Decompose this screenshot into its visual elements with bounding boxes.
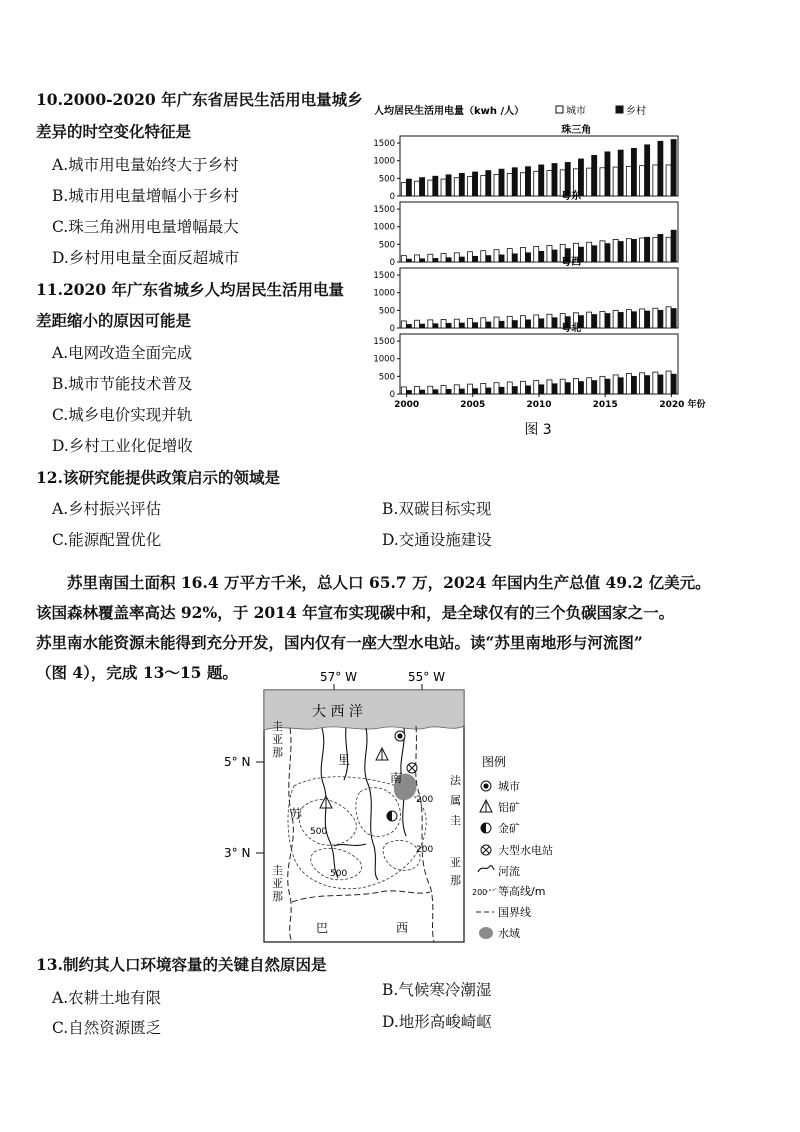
q10-stem-line2: 差异的时空变化特征是 (36, 122, 192, 141)
q12-option-c: C.能源配置优化 (52, 531, 162, 549)
bar-rural (433, 390, 438, 394)
bar-rural (446, 258, 451, 262)
bar-rural (671, 230, 676, 262)
bar-rural (433, 176, 438, 196)
bar-urban (626, 310, 631, 328)
bar-urban (587, 312, 592, 328)
bar-rural (631, 148, 636, 196)
bar-urban (428, 320, 433, 328)
bar-urban (494, 174, 499, 196)
q12-stem: 12.该研究能提供政策启示的领域是 (36, 468, 280, 487)
bar-rural (645, 311, 650, 328)
bar-urban (454, 319, 459, 328)
bar-urban (428, 254, 433, 262)
bar-rural (459, 389, 464, 394)
bar-urban (428, 386, 433, 394)
legend-gold: 金矿 (498, 822, 520, 835)
city-marker (395, 731, 405, 741)
bar-rural (552, 250, 557, 262)
bar-urban (520, 173, 525, 196)
bar-rural (605, 314, 610, 328)
passage-line-4: （图 4），完成 13～15 题。 (36, 663, 238, 682)
y-tick-label: 500 (378, 174, 395, 185)
y-tick-label: 0 (389, 192, 395, 202)
bar-urban (415, 320, 420, 328)
bar-urban (640, 373, 645, 394)
y-tick-label: 1500 (373, 337, 395, 348)
bar-rural (565, 383, 570, 394)
bar-urban (626, 239, 631, 262)
bar-rural (406, 259, 411, 262)
fguiana-char-1: 法 (450, 774, 461, 787)
bar-urban (507, 249, 512, 262)
bar-urban (587, 168, 592, 196)
bar-urban (640, 309, 645, 328)
bar-urban (626, 166, 631, 196)
bar-rural (539, 319, 544, 328)
bar-rural (658, 141, 663, 196)
atlantic-ocean (264, 690, 464, 730)
chart-ylabel: 人均居民生活用电量（kwh /人） (374, 106, 525, 117)
bar-urban (401, 183, 406, 196)
bar-urban (560, 379, 565, 394)
bar-urban (401, 387, 406, 394)
legend-title: 图例 (482, 755, 507, 769)
y-tick-label: 0 (389, 258, 395, 268)
bar-rural (605, 379, 610, 394)
bar-urban (666, 165, 671, 196)
guyana-char-2: 亚 (272, 733, 283, 746)
lon-label-55w: 55° W (408, 670, 445, 684)
bar-urban (415, 387, 420, 394)
x-axis-label: 2020 年份 (659, 400, 706, 410)
bar-urban (520, 248, 525, 262)
legend-water: 水域 (498, 927, 520, 940)
ocean-label: 大 西 洋 (312, 704, 363, 720)
q12-option-a: A.乡村振兴评估 (52, 500, 162, 518)
legend-hydropower: 大型水电站 (498, 844, 553, 857)
bar-urban (507, 316, 512, 328)
contour-label-4: 200 (416, 845, 434, 855)
contour-label-1: 500 (310, 827, 328, 837)
bar-rural (473, 256, 478, 262)
bar-urban (468, 384, 473, 394)
bar-urban (534, 246, 539, 262)
guyana-s-char-3: 那 (272, 890, 283, 903)
bar-rural (592, 315, 597, 328)
bar-urban (534, 315, 539, 328)
bar-rural (420, 178, 425, 196)
fguiana-char-2: 属 (450, 794, 461, 807)
bar-urban (600, 168, 605, 196)
bar-urban (600, 376, 605, 394)
bar-urban (507, 173, 512, 196)
country-char-li: 里 (338, 753, 351, 767)
bar-rural (499, 169, 504, 196)
y-tick-label: 1500 (373, 139, 395, 150)
bar-rural (525, 167, 530, 196)
bar-rural (512, 168, 517, 196)
bar-rural (446, 323, 451, 328)
bar-rural (499, 321, 504, 328)
bar-rural (459, 257, 464, 262)
bar-rural (486, 256, 491, 262)
bar-urban (613, 310, 618, 328)
bar-rural (406, 179, 411, 196)
bar-rural (671, 140, 676, 196)
bar-rural (592, 381, 597, 394)
bar-urban (666, 371, 671, 394)
bar-urban (534, 171, 539, 196)
fguiana-char-3: 圭 (450, 814, 461, 827)
y-tick-label: 0 (389, 324, 395, 334)
bar-urban (640, 238, 645, 262)
legend-contour-value: 200 (472, 888, 488, 897)
bar-urban (481, 383, 486, 394)
bar-rural (539, 165, 544, 196)
bar-urban (653, 165, 658, 196)
bar-rural (433, 258, 438, 262)
legend-contour: 等高线/m (498, 885, 546, 898)
bar-urban (494, 383, 499, 394)
bar-urban (441, 320, 446, 328)
legend-label-urban: 城市 (566, 106, 586, 117)
bar-urban (401, 321, 406, 328)
panel-title: 珠三角 (561, 125, 592, 136)
legend-city: 城市 (498, 780, 520, 793)
q11-option-d: D.乡村工业化促增收 (52, 437, 193, 455)
panel-title: 粤北 (561, 323, 582, 334)
bar-rural (578, 382, 583, 394)
bar-rural (671, 309, 676, 328)
bar-urban (401, 256, 406, 262)
q13-option-c: C.自然资源匮乏 (52, 1019, 162, 1037)
bar-urban (653, 238, 658, 262)
y-tick-label: 500 (378, 240, 395, 251)
y-tick-label: 1000 (373, 288, 395, 299)
bar-urban (547, 380, 552, 394)
bar-rural (433, 324, 438, 328)
passage-line-1: 苏里南国土面积 16.4 万平方千米，总人口 65.7 万，2024 年国内生产总值 49.2 亿美元。 (67, 573, 711, 592)
bar-rural (618, 312, 623, 328)
bar-urban (441, 179, 446, 196)
bar-rural (631, 239, 636, 262)
contour-label-2: 500 (330, 869, 348, 879)
q10-stem-line1: 10.2000-2020 年广东省居民生活用电量城乡 (36, 90, 363, 109)
q11-option-c: C.城乡电价实现并轨 (52, 406, 193, 424)
bar-rural (486, 171, 491, 196)
q10-option-c: C.珠三角洲用电量增幅最大 (52, 218, 239, 236)
bar-urban (454, 385, 459, 394)
lat-label-5n: 5° N (224, 755, 251, 769)
gold-marker (387, 811, 397, 821)
bar-urban (587, 242, 592, 262)
bar-urban (494, 317, 499, 328)
x-tick-label: 2015 (592, 400, 618, 410)
q10-option-a: A.城市用电量始终大于乡村 (52, 156, 239, 174)
bar-rural (645, 376, 650, 394)
bar-rural (605, 244, 610, 262)
bar-urban (653, 372, 658, 394)
q13-option-b: B.气候寒冷潮湿 (382, 981, 492, 999)
bar-rural (539, 385, 544, 394)
fguiana-char-5: 那 (450, 874, 461, 887)
bar-rural (658, 310, 663, 328)
country-char-su: 苏 (290, 807, 303, 821)
q10-option-d: D.乡村用电量全面反超城市 (52, 249, 240, 267)
bar-urban (468, 318, 473, 328)
q12-option-b: B.双碳目标实现 (382, 500, 492, 518)
legend-swatch-urban (556, 106, 563, 113)
bar-urban (653, 308, 658, 328)
bar-rural (486, 388, 491, 394)
bar-rural (618, 378, 623, 394)
figure-3-chart (368, 96, 708, 444)
bar-urban (666, 307, 671, 328)
bar-rural (618, 242, 623, 262)
bar-urban (547, 314, 552, 328)
bar-rural (420, 324, 425, 328)
legend-swatch-rural (616, 106, 623, 113)
bar-rural (631, 376, 636, 394)
guyana-s-char-1: 圭 (272, 864, 283, 877)
bar-urban (573, 378, 578, 394)
q10-option-b: B.城市用电量增幅小于乡村 (52, 187, 239, 205)
bar-rural (406, 324, 411, 328)
y-tick-label: 1500 (373, 205, 395, 216)
bar-rural (446, 389, 451, 394)
bar-urban (454, 253, 459, 262)
bar-rural (618, 150, 623, 196)
guyana-char-3: 那 (272, 746, 283, 759)
legend-bauxite: 铝矿 (498, 801, 520, 814)
bar-rural (406, 390, 411, 394)
bar-rural (499, 387, 504, 394)
bar-rural (512, 387, 517, 394)
bar-rural (552, 164, 557, 196)
lat-label-3n: 3° N (224, 846, 251, 860)
country-char-nan: 南 (390, 771, 403, 785)
bar-rural (605, 152, 610, 196)
q11-stem-line2: 差距缩小的原因可能是 (36, 311, 192, 330)
bar-urban (600, 311, 605, 328)
bar-rural (658, 375, 663, 394)
x-tick-label: 2010 (526, 400, 552, 410)
bar-urban (666, 237, 671, 262)
bar-rural (645, 237, 650, 262)
lon-label-57w: 57° W (320, 670, 357, 684)
bar-urban (468, 177, 473, 196)
bar-urban (547, 245, 552, 262)
brazil-char-2: 西 (396, 921, 409, 935)
bar-rural (512, 321, 517, 328)
bar-urban (600, 241, 605, 262)
guyana-s-char-2: 亚 (272, 877, 283, 890)
figure-caption: 图 3 (524, 422, 552, 438)
y-tick-label: 1000 (373, 222, 395, 233)
q11-option-a: A.电网改造全面完成 (52, 344, 193, 362)
bar-urban (454, 178, 459, 196)
q11-stem-line1: 11.2020 年广东省城乡人均居民生活用电量 (36, 280, 345, 299)
bar-rural (512, 254, 517, 262)
y-tick-label: 1000 (373, 354, 395, 365)
bar-urban (415, 255, 420, 262)
guyana-char-1: 圭 (272, 720, 283, 733)
hydropower-marker (407, 763, 417, 773)
q13-option-a: A.农耕土地有限 (52, 989, 162, 1007)
bar-rural (525, 320, 530, 328)
bar-urban (587, 378, 592, 394)
q12-option-d: D.交通设施建设 (382, 531, 492, 549)
bar-urban (441, 254, 446, 262)
x-tick-label: 2005 (460, 400, 486, 410)
panel-title: 粤西 (561, 257, 582, 268)
bar-rural (486, 322, 491, 328)
brazil-char-1: 巴 (316, 921, 329, 935)
bar-rural (473, 389, 478, 394)
bar-urban (481, 318, 486, 328)
legend-label-rural: 乡村 (626, 106, 646, 117)
y-tick-label: 0 (389, 390, 395, 400)
x-tick-label: 2000 (394, 400, 420, 410)
bar-rural (420, 390, 425, 394)
bar-urban (481, 176, 486, 196)
bar-urban (640, 166, 645, 196)
bar-rural (525, 386, 530, 394)
bar-urban (441, 386, 446, 394)
bar-urban (547, 171, 552, 196)
y-tick-label: 500 (378, 372, 395, 383)
bar-urban (613, 239, 618, 262)
y-tick-label: 1000 (373, 156, 395, 167)
bar-urban (520, 381, 525, 394)
passage-line-3: 苏里南水能资源未能得到充分开发，国内仅有一座大型水电站。读“苏里南地形与河流图” (36, 633, 643, 652)
bar-rural (552, 318, 557, 328)
bar-urban (481, 251, 486, 262)
bar-rural (539, 251, 544, 262)
legend-river: 河流 (498, 865, 520, 878)
contour-label-3: 200 (416, 795, 434, 805)
bar-urban (626, 374, 631, 394)
y-tick-label: 500 (378, 306, 395, 317)
bar-urban (613, 375, 618, 394)
bar-rural (459, 323, 464, 328)
bar-urban (507, 382, 512, 394)
bar-urban (520, 316, 525, 328)
bar-rural (525, 253, 530, 262)
bar-urban (428, 180, 433, 196)
fguiana-char-4: 亚 (450, 856, 461, 869)
q13-stem: 13.制约其人口环境容量的关键自然原因是 (36, 955, 327, 974)
bar-rural (592, 155, 597, 196)
bar-rural (473, 172, 478, 196)
bar-urban (534, 381, 539, 394)
suriname-map (220, 666, 580, 946)
q11-option-b: B.城市节能技术普及 (52, 375, 193, 393)
bar-rural (499, 255, 504, 262)
bar-rural (446, 175, 451, 196)
panel-title: 粤东 (561, 191, 582, 202)
q13-option-d: D.地形高峻崎岖 (382, 1013, 492, 1031)
bar-urban (468, 252, 473, 262)
bar-rural (592, 246, 597, 262)
bar-urban (613, 167, 618, 196)
map-legend (472, 754, 553, 940)
bar-rural (473, 323, 478, 328)
y-tick-label: 1500 (373, 271, 395, 282)
bar-rural (671, 374, 676, 394)
bar-urban (494, 250, 499, 262)
passage-line-2: 该国森林覆盖率高达 92%，于 2014 年宣布实现碳中和，是全球仅有的三个负碳国家之一。 (36, 603, 675, 622)
bar-rural (658, 234, 663, 262)
bar-rural (459, 173, 464, 196)
bar-rural (552, 384, 557, 394)
legend-border: 国界线 (498, 906, 531, 919)
bar-rural (631, 312, 636, 328)
bar-urban (415, 181, 420, 196)
bar-rural (645, 145, 650, 196)
bar-rural (420, 259, 425, 262)
